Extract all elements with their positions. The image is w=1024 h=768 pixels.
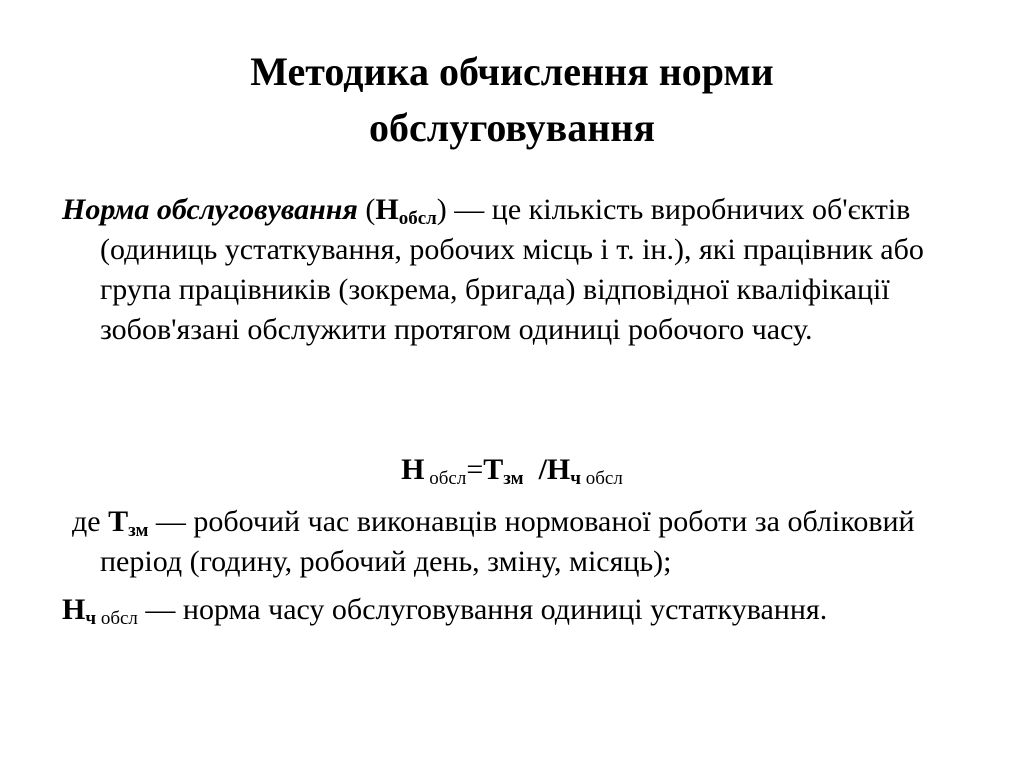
definition-paren-close: ) [436,193,447,226]
formula-lhs-subscript: обсл [424,468,467,489]
formula-lhs: Н [401,453,425,486]
explanation-h-subscript-bold: ч [85,608,97,629]
explanation-h-symbol: Н [62,593,86,626]
formula [0,450,1024,490]
explanation-t-symbol: Т [108,505,129,538]
formula-t-subscript: зм [503,468,524,489]
definition-symbol-letter: Н [375,193,399,226]
definition-symbol-subscript: обсл [398,208,437,229]
explanation-h-text: — норма часу обслуговування одиниці устаткування. [137,593,828,626]
explanation-t-subscript: зм [128,520,149,541]
definition-term: Норма обслуговування [62,193,358,226]
explanation-t-paragraph [62,502,1000,582]
slide-title [62,44,962,156]
formula-divide-h: /Н [523,453,571,486]
slide-title-line-2: обслуговування [369,105,655,150]
explanation-h-paragraph [62,590,982,630]
definition-paren-open: ( [357,193,376,226]
formula-h-subscript: обсл [580,468,623,489]
explanation-t-prefix: де [72,505,109,538]
formula-h-subscript-bold: ч [570,468,581,489]
explanation-t-text: — робочий час виконавців нормованої роботи за обліковий період (годину, робочий день, зміну, місяць); [100,505,915,578]
definition-paragraph [62,190,1000,350]
formula-equals: = [466,453,484,486]
definition-text: — це кількість виробничих об'єктів (одиниць устаткування, робочих місць і т. ін.), які працівник або група працівників (зокрема, бригада) відповідної кваліфікації зобов'язані обслужити протягом одиниці робочого часу. [100,193,924,346]
explanation-h-subscript: обсл [96,608,138,629]
definition-symbol [375,193,437,229]
slide-title-line-1: Методика обчислення норми [250,49,774,94]
formula-t: Т [483,453,504,486]
